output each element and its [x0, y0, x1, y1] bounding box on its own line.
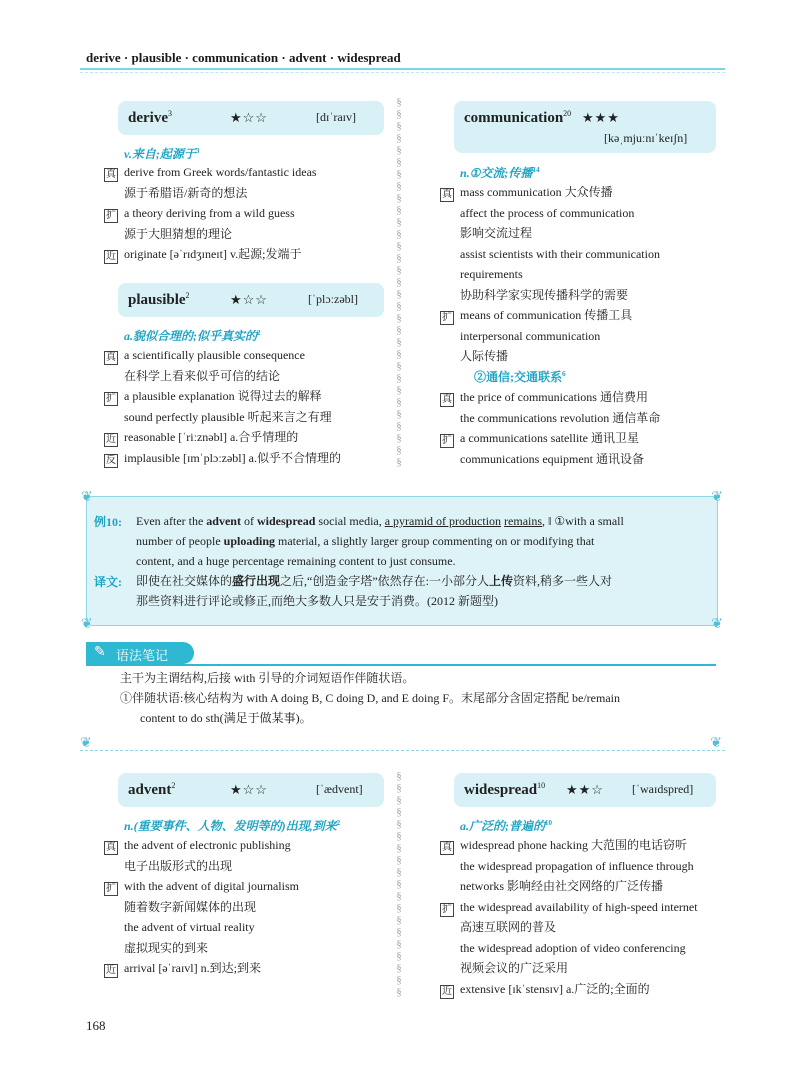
entry-plausible-line [124, 368, 280, 384]
column-divider-bottom: § § § § § § § § § § § § § § § § § § § [396, 770, 402, 998]
line-text: implausible [ɪmˈplɔːzəbl] a.似乎不合情理的 [124, 450, 341, 465]
label-tag: 反 [106, 454, 116, 466]
ornament-icon: ❦ [81, 490, 93, 505]
entry-communication-line [460, 225, 532, 241]
line-text: 高速互联网的普及 [460, 920, 557, 934]
line-text: a communications satellite 通讯卫星 [460, 431, 639, 445]
entry-derive-line [124, 185, 247, 201]
section-separator [80, 750, 725, 751]
sense-plausible: a.貌似合理的;似乎真实的$^2$ [124, 329, 261, 343]
line-text: extensive [ɪkˈstensɪv] a.广泛的;全面的 [460, 981, 650, 996]
label-tag: 近 [106, 965, 116, 976]
entry-derive-line [124, 226, 232, 242]
phonetic: [ˈædvent] [316, 782, 363, 796]
label-tag: 真 [442, 189, 452, 200]
entry-communication-line [460, 451, 644, 467]
entry-plausible-line [124, 409, 332, 425]
line-text: sound perfectly plausible 听起来言之有理 [124, 409, 332, 424]
entry-derive-line [104, 246, 302, 264]
label-tag: 真 [106, 842, 116, 853]
sense-advent: n.(重要事件、人物、发明等的)出现,到来$^2$ [124, 819, 341, 833]
label-tag: 真 [106, 169, 116, 180]
page-header-title: derive · plausible · communication · advent · widespread [86, 50, 401, 65]
example-line-1: Even after the advent of widespread social media, a pyramid of production remains, ‖ ①with a small [136, 514, 624, 528]
entry-advent-line [104, 878, 299, 896]
entry-communication-line [460, 205, 634, 221]
ornament-icon: ❦ [711, 490, 723, 505]
sense-widespread: a.广泛的;普遍的$^{10}$ [460, 819, 552, 833]
line-text: 人际传播 [460, 349, 509, 363]
line-text: the advent of electronic publishing [124, 838, 291, 852]
line-text: originate [əˈrɪdʒɪneɪt] v.起源;发端于 [124, 247, 302, 261]
entry-derive-header [118, 101, 384, 135]
header-rule [80, 68, 725, 70]
entry-advent-line [104, 837, 291, 855]
phonetic: [ˈwaɪdspred] [632, 782, 694, 796]
phonetic: [kəˌmjuːnɪˈkeɪʃn] [604, 131, 688, 145]
entry-widespread-line [440, 981, 650, 999]
line-text: 影响交流过程 [460, 226, 533, 240]
example-line-2: number of people uploading material, a slightly larger group commenting on or modifying that [136, 534, 595, 548]
label-tag: 近 [106, 251, 116, 262]
headword-communication: communication$^{20}$ [464, 109, 572, 126]
entry-communication-line [440, 307, 632, 325]
line-text: the advent of virtual reality [124, 920, 255, 934]
entry-communication-line [460, 348, 508, 364]
line-text: widespread phone hacking 大范围的电话窃听 [460, 838, 687, 852]
line-text: a scientifically plausible consequence [124, 348, 305, 362]
star-rating: ★☆☆ [230, 110, 268, 125]
star-rating: ★☆☆ [230, 782, 268, 797]
entry-widespread-line [460, 960, 568, 976]
entry-advent-line [124, 919, 255, 935]
headword-widespread: widespread$^{10}$ [464, 781, 546, 798]
label-tag: 扩 [106, 393, 116, 404]
label-tag: 扩 [106, 883, 116, 894]
entry-plausible-line [104, 347, 305, 365]
entry-advent-line [124, 858, 232, 874]
line-text: affect the process of communication [460, 205, 635, 220]
entry-communication-line [460, 246, 660, 262]
ornament-icon: ❦ [80, 736, 92, 751]
entry-widespread-line [440, 837, 687, 855]
grammar-title: 语法笔记 [116, 649, 169, 664]
entry-advent-line [124, 940, 208, 956]
entry-advent-header [118, 773, 384, 807]
headword-derive: derive$^3$ [128, 109, 172, 126]
label-tag: 扩 [442, 312, 452, 323]
sense-derive: v.来自;起源于$^3$ [124, 147, 200, 161]
entry-communication-line [440, 184, 613, 202]
grammar-line-2: ①伴随状语:核心结构为 with A doing B, C doing D, and E doing F。末尾部分含固定搭配 be/remain [120, 691, 620, 705]
entry-advent-line [124, 899, 256, 915]
entry-plausible-line [104, 429, 298, 447]
ornament-icon: ❦ [710, 736, 722, 751]
entry-derive-line [104, 164, 317, 182]
phonetic: [dɪˈraɪv] [316, 110, 356, 124]
headword-plausible: plausible$^2$ [128, 291, 190, 308]
entry-advent-line [104, 960, 261, 978]
label-tag: 真 [442, 842, 452, 853]
sense-communication-2: ②通信;交通联系$^6$ [474, 370, 566, 384]
header-rule-dashed [80, 72, 725, 73]
star-rating: ★★★ [582, 110, 620, 125]
line-text: means of communication 传播工具 [460, 308, 633, 322]
line-text: the widespread propagation of influence through [460, 858, 694, 873]
entry-plausible-line [104, 450, 341, 468]
line-text: a theory deriving from a wild guess [124, 206, 295, 220]
line-text: derive from Greek words/fantastic ideas [124, 165, 317, 179]
label-tag: 扩 [442, 903, 452, 915]
line-text: 随着数字新闻媒体的出现 [124, 899, 257, 914]
line-text: 在科学上看来似乎可信的结论 [124, 368, 281, 383]
line-text: assist scientists with their communication [460, 246, 660, 261]
grammar-line-3: content to do sth(满足于做某事)。 [140, 711, 312, 725]
entry-communication-line [460, 266, 523, 282]
entry-communication-header [454, 101, 716, 153]
line-text: a plausible explanation 说得过去的解释 [124, 389, 322, 403]
line-text: the widespread availability of high-speed internet [460, 899, 698, 914]
example-label: 例10: [94, 515, 123, 529]
label-tag: 近 [106, 434, 116, 445]
phonetic: [ˈplɔːzəbl] [308, 292, 358, 306]
line-text: networks 影响经由社交网络的广泛传播 [460, 879, 663, 893]
line-text: 源于大胆猜想的理论 [124, 226, 233, 241]
label-tag: 扩 [106, 210, 116, 221]
line-text: 电子出版形式的出现 [124, 858, 233, 873]
translation-line-2: 那些资料进行评论或修正,而绝大多数人只是安于消费。(2012 新题型) [136, 594, 498, 608]
line-text: the communications revolution 通信革命 [460, 410, 661, 425]
grammar-line-1: 主干为主谓结构,后接 with 引导的介词短语作伴随状语。 [120, 671, 415, 685]
label-tag: 近 [442, 985, 452, 997]
entry-communication-line [460, 410, 660, 426]
line-text: reasonable [ˈriːznəbl] a.合乎情理的 [124, 430, 299, 444]
entry-communication-line [440, 430, 639, 448]
entry-plausible-header [118, 283, 384, 317]
line-text: 视频会议的广泛采用 [460, 961, 569, 975]
line-text: with the advent of digital journalism [124, 879, 299, 893]
ornament-icon: ❦ [711, 617, 723, 632]
entry-widespread-header [454, 773, 716, 807]
pen-icon: ✎ [94, 645, 106, 660]
label-tag: 扩 [442, 435, 452, 446]
star-rating: ★☆☆ [230, 292, 268, 307]
line-text: mass communication 大众传播 [460, 185, 613, 199]
line-text: 源于希腊语/新奇的想法 [124, 185, 248, 200]
line-text: the widespread adoption of video conferencing [460, 940, 686, 955]
entry-widespread-line [460, 919, 556, 935]
page-number: 168 [86, 1018, 106, 1033]
entry-communication-line [440, 389, 648, 407]
entry-plausible-line [104, 388, 322, 406]
column-divider-top: § § § § § § § § § § § § § § § § § § § § § § § § § § § § § § § [396, 96, 402, 468]
entry-widespread-line [440, 899, 698, 917]
line-text: interpersonal communication [460, 328, 601, 343]
ornament-icon: ❦ [81, 617, 93, 632]
entry-communication-line [460, 328, 600, 344]
headword-advent: advent$^2$ [128, 781, 176, 798]
translation-label: 译文: [94, 575, 123, 589]
line-text: arrival [əˈraɪvl] n.到达;到来 [124, 961, 261, 975]
line-text: 协助科学家实现传播科学的需要 [460, 287, 629, 302]
label-tag: 真 [442, 394, 452, 405]
entry-widespread-line [460, 940, 686, 956]
line-text: requirements [460, 267, 523, 281]
sense-communication-1: n.①交流;传播$^{14}$ [460, 166, 540, 180]
example-line-3: content, and a huge percentage remaining content to just consume. [136, 554, 456, 568]
translation-line-1: 即使在社交媒体的盛行出现之后,“创造金字塔”依然存在:一小部分人上传资料,稍多一些人对 [136, 574, 613, 588]
entry-widespread-line [460, 878, 663, 894]
grammar-tab [86, 642, 194, 664]
entry-derive-line [104, 205, 295, 223]
line-text: communications equipment 通讯设备 [460, 451, 644, 466]
entry-widespread-line [460, 858, 694, 874]
star-rating: ★★☆ [566, 782, 604, 797]
line-text: the price of communications 通信费用 [460, 390, 648, 404]
label-tag: 真 [106, 352, 116, 363]
line-text: 虚拟现实的到来 [124, 940, 209, 955]
entry-communication-line [460, 287, 628, 303]
